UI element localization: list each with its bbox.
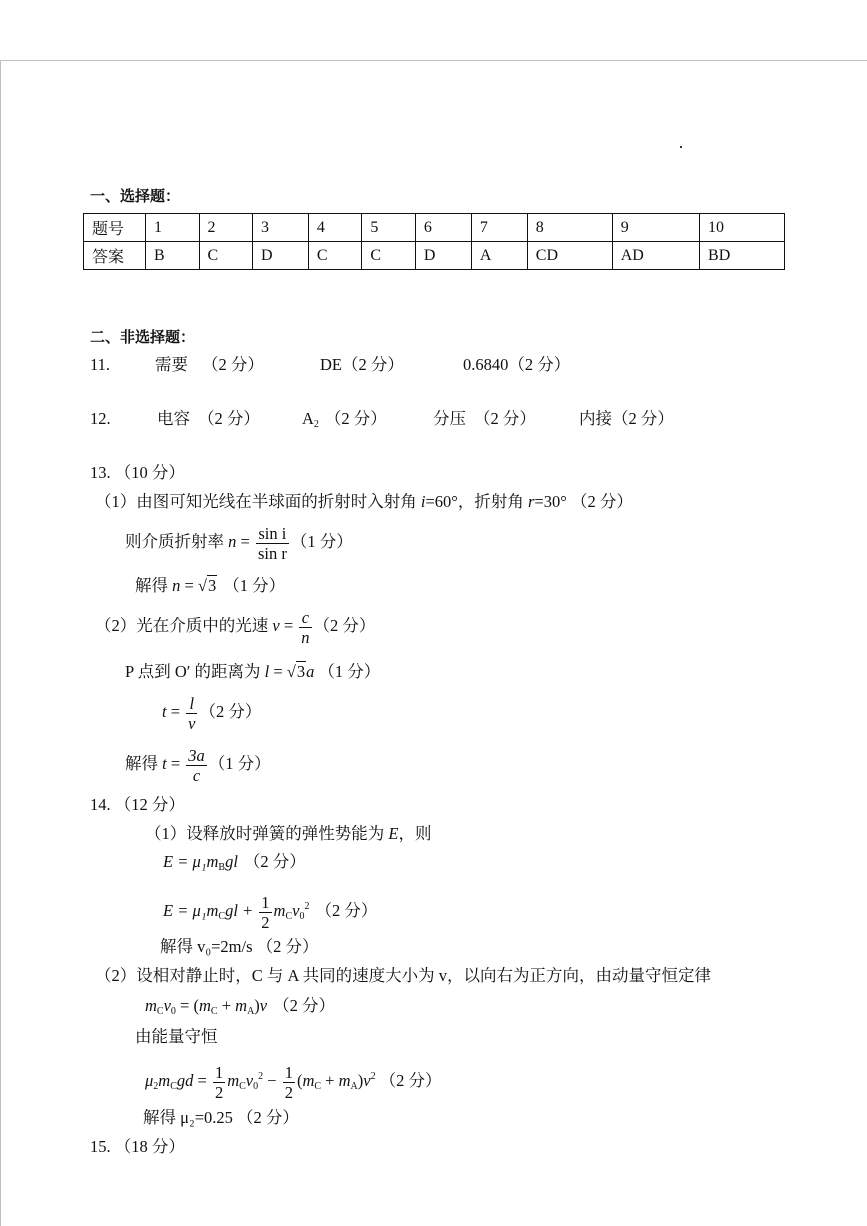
q14-result2: 解得 μ₂=0.25 （2 分） [143,1108,299,1127]
q14-eq1: $E = \mu_1m_Bgl$ （2 分） [163,852,306,873]
table-cell: 7 [471,214,527,242]
fraction: $\frac{1}{2}$ [261,892,270,932]
q13-speed-formula: （2）光在介质中的光速 v = $\frac{c}{n}$ （2 分） [95,607,376,647]
q11-answer1: 需要 （2 分） [155,355,264,374]
q14-energy-label: 由能量守恒 [135,1027,218,1046]
q13-part1: （1）由图可知光线在半球面的折射时入射角 i=60°，折射角 r=30° （2 分） [95,492,633,511]
table-row-answers [84,242,785,270]
q14-eq3: $m_Cv_0 = (m_C + m_A)v$ （2 分） [145,996,335,1017]
q11-answer3: 0.6840（2 分） [463,355,571,374]
q12-answer4: 内接（2 分） [579,409,674,428]
table-cell: AD [612,242,699,270]
q14-eq4: $\mu_2m_Cgd$ = $\frac{1}{2}$ $m_Cv_0^2$ − $\frac{1}{2}$ $(m_C + m_A)v^2$ （2 分） [145,1062,442,1102]
table-cell: C [199,242,253,270]
fraction: $\frac{c}{n}$ [301,607,310,647]
q14-eq2: $E = \mu_1m_Cgl$ + $\frac{1}{2}$ $m_Cv_0^2$ （2 分） [163,892,378,932]
q11-answer2: DE（2 分） [320,355,404,374]
table-cell: 10 [700,214,785,242]
page-edge-top [0,60,867,61]
table-cell: A [471,242,527,270]
table-cell: 1 [146,214,200,242]
q13-heading: 13. （10 分） [90,463,185,482]
row1-label: 题号 [84,214,146,242]
table-cell: C [362,242,416,270]
q11-num: 11. [90,355,111,374]
table-cell: D [415,242,471,270]
q14-part1: （1）设释放时弹簧的弹性势能为 E，则 [145,824,432,843]
table-cell: BD [700,242,785,270]
table-cell: 8 [527,214,612,242]
q15-heading: 15. （18 分） [90,1137,185,1156]
table-cell: 6 [415,214,471,242]
q14-heading: 14. （12 分） [90,795,185,814]
q12-answer3: 分压 （2 分） [433,409,536,428]
fraction: $\frac{1}{2}$ [214,1062,224,1102]
fraction: $\frac{l}{v}$ [188,693,196,733]
table-cell: CD [527,242,612,270]
q13-result-n: 解得 n = √3 （1 分） [135,576,286,595]
q14-part2: （2）设相对静止时，C 与 A 共同的速度大小为 v，以向右为正方向，由动量守恒定律 [95,966,712,985]
table-cell: C [308,242,362,270]
section2-title: 二、非选择题： [90,328,196,346]
table-row-numbers [84,214,785,242]
table-cell: 2 [199,214,253,242]
table-cell: B [146,242,200,270]
answer-table [83,213,785,270]
table-cell: 4 [308,214,362,242]
table-cell: 5 [362,214,416,242]
q12-answer2: $A_2$ （2 分） [302,409,387,430]
fraction: $\frac{\text{sin i}}{\text{sin r}}$ [257,523,287,563]
q12-answer1: 电容 （2 分） [157,409,260,428]
section1-title: 一、选择题： [90,187,181,205]
q13-index-formula: 则介质折射率 n = $\frac{\text{sin i}}{\text{sin r}}$ （1 分） [125,523,353,563]
row2-label: 答案 [84,242,146,270]
fraction: $\frac{3a}{c}$ [188,745,205,785]
page-edge-left [0,60,1,1226]
stray-dot [680,146,682,148]
q14-result1: 解得 v₀=2m/s （2 分） [160,937,319,956]
table-cell: D [253,242,309,270]
q13-time-formula: t = $\frac{l}{v}$ （2 分） [162,693,262,733]
q13-distance: P 点到 O′ 的距离为 l = √3a （1 分） [125,662,381,681]
table-cell: 3 [253,214,309,242]
table-cell: 9 [612,214,699,242]
q12-num: 12. [90,409,111,428]
q13-time-result: 解得 t = $\frac{3a}{c}$ （1 分） [125,745,271,785]
fraction: $\frac{1}{2}$ [284,1062,293,1102]
